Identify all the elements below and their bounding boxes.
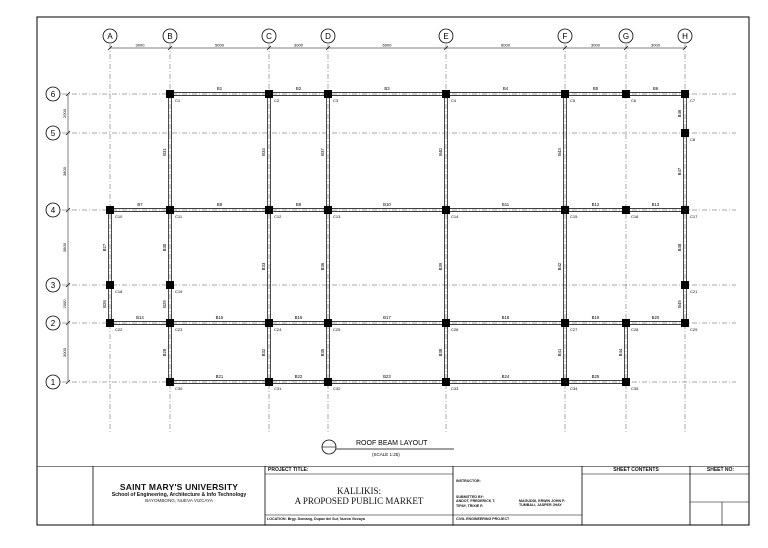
column-label: C24 — [274, 327, 282, 332]
beam-label: B19 — [591, 315, 600, 320]
column-marker — [561, 206, 569, 214]
drawing-title-text: ROOF BEAM LAYOUT — [356, 440, 428, 447]
beam-label: B41 — [557, 348, 562, 357]
column-label: C3 — [333, 98, 339, 103]
column-label: C21 — [690, 289, 698, 294]
beam-label: B32 — [261, 348, 266, 357]
column-marker — [622, 378, 630, 386]
grid-bubble-label: F — [562, 32, 568, 41]
beam-label: B24 — [501, 374, 510, 379]
column-C31 — [265, 378, 282, 391]
column-marker — [561, 378, 569, 386]
grid-bubble-label: G — [622, 32, 630, 41]
column-C33 — [442, 378, 459, 391]
column-label: C8 — [690, 137, 696, 142]
beam-label: B6 — [652, 86, 659, 91]
beam-label: B3 — [384, 86, 390, 91]
project-location: LOCATION: Brgy. Domang, Dupax del Sur, Nueva Vizcaya — [267, 517, 365, 521]
grid-bubble-2 — [46, 316, 60, 330]
beam-label: B10 — [383, 202, 391, 207]
column-marker — [166, 206, 174, 214]
sheet-contents-label: SHEET CONTENTS — [613, 467, 659, 473]
column-label: C30 — [175, 386, 183, 391]
column-label: C33 — [451, 386, 459, 391]
beam-label: B26 — [102, 300, 107, 308]
column-label: C6 — [631, 98, 637, 103]
beam-label: B37 — [320, 148, 325, 156]
grid-bubble-B — [163, 29, 177, 43]
dimension-label: 3000 — [135, 42, 145, 48]
column-label: C4 — [451, 98, 457, 103]
column-marker — [166, 90, 174, 98]
sheet-no-label: SHEET NO: — [706, 467, 735, 473]
column-label: C23 — [175, 327, 183, 332]
beam-label: B48 — [677, 243, 682, 252]
beam-label: B18 — [501, 315, 510, 320]
dimension-label: 3800 — [62, 243, 67, 252]
column-label: C16 — [631, 214, 639, 219]
beam-label: B13 — [651, 202, 660, 207]
column-marker — [324, 206, 332, 214]
beam-label: B17 — [383, 315, 391, 320]
column-marker — [265, 378, 273, 386]
column-label: C10 — [115, 214, 123, 219]
column-marker — [442, 319, 450, 327]
column-C32 — [324, 378, 341, 391]
grid-bubble-G — [619, 29, 633, 43]
column-label: C5 — [570, 98, 576, 103]
column-marker — [324, 319, 332, 327]
column-marker — [622, 206, 630, 214]
column-C16 — [622, 206, 639, 219]
beam-label: B43 — [557, 148, 562, 156]
column-marker — [442, 90, 450, 98]
beam-label: B38 — [438, 348, 443, 357]
column-C6 — [622, 90, 637, 103]
dimension-label: 3000 — [62, 348, 67, 357]
beam-label: B46 — [677, 109, 682, 118]
grid-bubble-5 — [46, 126, 60, 140]
beam-label: B34 — [261, 148, 266, 156]
column-label: C26 — [451, 327, 459, 332]
column-marker — [561, 319, 569, 327]
column-label: C29 — [690, 327, 698, 332]
column-marker — [561, 90, 569, 98]
university-name: SAINT MARY'S UNIVERSITY — [119, 482, 239, 492]
column-marker — [681, 90, 689, 98]
grid-bubble-A — [103, 29, 117, 43]
project-title-label: PROJECT TITLE: — [268, 467, 309, 473]
beam-label: B30 — [162, 243, 167, 252]
beam-label: B31 — [162, 148, 167, 156]
column-marker — [324, 90, 332, 98]
column-label: C14 — [451, 214, 459, 219]
beam-label: B28 — [162, 348, 167, 357]
university-location: BAYOMBONG, NUEVA VIZCAYA — [145, 498, 213, 503]
column-marker — [106, 281, 114, 289]
grid-bubble-label: E — [443, 32, 449, 41]
column-label: C17 — [690, 214, 698, 219]
column-marker — [681, 281, 689, 289]
submitted-name-3: MAGUDDI, ERWIN JOHN P. — [519, 499, 565, 503]
beam-label: B36 — [320, 262, 325, 271]
beam-label: B11 — [501, 202, 510, 207]
column-marker — [324, 378, 332, 386]
column-label: C28 — [631, 327, 639, 332]
dimension-label: 2000 — [62, 109, 67, 118]
beam-label: B33 — [261, 262, 266, 271]
grid-bubble-C — [262, 29, 276, 43]
dimension-label: 2000 — [62, 299, 67, 309]
beam-label: B25 — [591, 374, 600, 379]
beam-label: B39 — [438, 262, 443, 271]
column-label: C22 — [115, 327, 123, 332]
beam-label: B23 — [383, 374, 391, 379]
instructor-label: INSTRUCTOR: — [456, 479, 481, 483]
column-label: C34 — [570, 386, 578, 391]
column-C30 — [166, 378, 183, 391]
dimension-label: 3000 — [651, 42, 660, 48]
grid-bubble-3 — [46, 278, 60, 292]
grid-bubble-label: A — [107, 32, 113, 41]
grid-bubble-H — [678, 29, 692, 43]
column-label: C27 — [570, 327, 578, 332]
grid-bubble-F — [558, 29, 572, 43]
dimension-label: 6000 — [501, 42, 510, 48]
beam-label: B1 — [216, 86, 223, 91]
column-label: C25 — [333, 327, 341, 332]
column-C29 — [681, 319, 698, 332]
column-C35 — [622, 378, 639, 391]
dimension-label: 3000 — [591, 42, 600, 48]
grid-bubble-6 — [46, 87, 60, 101]
grid-bubble-label: B — [167, 32, 173, 41]
column-marker — [106, 319, 114, 327]
column-marker — [166, 319, 174, 327]
beam-label: B2 — [295, 86, 302, 91]
beam-label: B42 — [557, 262, 562, 271]
column-marker — [106, 206, 114, 214]
column-marker — [166, 378, 174, 386]
grid-bubble-label: H — [682, 32, 688, 41]
column-marker — [166, 281, 174, 289]
column-label: C19 — [175, 289, 183, 294]
beam-label: B49 — [677, 300, 682, 308]
grid-bubble-label: 6 — [50, 90, 56, 99]
beam-label: B15 — [215, 315, 224, 320]
column-marker — [622, 90, 630, 98]
beam-label: B4 — [502, 86, 509, 91]
project-name-line-1: KALLIKIS: — [337, 486, 381, 496]
beam-label: B9 — [295, 202, 302, 207]
column-marker — [681, 206, 689, 214]
column-label: C31 — [274, 386, 282, 391]
beam-label: B21 — [215, 374, 224, 379]
column-label: C32 — [333, 386, 341, 391]
beam-label: B20 — [651, 315, 660, 320]
grid-bubble-4 — [46, 203, 60, 217]
grid-bubble-D — [321, 29, 335, 43]
drawing-title — [322, 440, 454, 457]
beam-label: B8 — [216, 202, 223, 207]
column-label: C7 — [690, 98, 696, 103]
dimension-label: 3800 — [62, 167, 67, 176]
title-block — [37, 466, 749, 525]
beam-label: B27 — [102, 243, 107, 252]
beam-label: B35 — [320, 348, 325, 357]
submitted-by-label: SUBMITTED BY: — [456, 495, 484, 499]
column-label: C35 — [631, 386, 639, 391]
beam-label: B29 — [162, 300, 167, 308]
beam-label: B22 — [294, 374, 303, 379]
column-marker — [265, 90, 273, 98]
beam-label: B5 — [592, 86, 599, 91]
column-label: C15 — [570, 214, 578, 219]
column-label: C18 — [115, 289, 123, 294]
dimension-label: 5000 — [215, 42, 224, 48]
beam-label: B40 — [438, 148, 443, 156]
column-label: C13 — [333, 214, 341, 219]
beam-label: B7 — [137, 202, 143, 207]
grid-bubble-label: C — [266, 32, 272, 41]
column-marker — [622, 319, 630, 327]
column-C22 — [106, 319, 123, 332]
grid-bubble-label: 3 — [50, 281, 56, 290]
grid-bubble-label: 2 — [50, 319, 56, 328]
beam-label: B44 — [618, 348, 623, 357]
column-label: C2 — [274, 98, 280, 103]
project-name-line-2: A PROPOSED PUBLIC MARKET — [294, 496, 424, 506]
column-label: C11 — [175, 214, 183, 219]
beam-label: B12 — [591, 202, 600, 207]
submitted-name-2: TIPAY, TRIXIE P. — [456, 503, 484, 508]
grid-bubble-1 — [46, 375, 60, 389]
dimension-label: 3000 — [294, 42, 303, 48]
column-marker — [442, 206, 450, 214]
column-label: C1 — [175, 98, 181, 103]
drawing-scale-text: (SCALE 1:25) — [372, 452, 400, 457]
column-label: C12 — [274, 214, 282, 219]
column-C34 — [561, 378, 578, 391]
grid-bubble-label: D — [325, 32, 331, 41]
beam-label: B47 — [677, 167, 682, 176]
grid-bubble-label: 5 — [50, 129, 56, 138]
column-marker — [681, 319, 689, 327]
grid-bubble-label: 1 — [50, 378, 56, 387]
submitted-name-1: ANDOT, FREDERICK T. — [456, 499, 496, 504]
grid-bubble-label: 4 — [50, 206, 56, 215]
beam-label: B16 — [294, 315, 303, 320]
column-marker — [681, 129, 689, 137]
grid-bubble-E — [439, 29, 453, 43]
school-name: School of Engineering, Architecture & Info Technology — [111, 492, 247, 498]
beam-label: B14 — [136, 315, 144, 320]
column-marker — [265, 206, 273, 214]
course-label: CIVIL ENGINEERING PROJECT — [456, 517, 510, 521]
submitted-name-4: TUMBALI, JASPER JHAY — [519, 503, 562, 508]
column-marker — [442, 378, 450, 386]
dimension-label: 6000 — [382, 42, 392, 48]
column-marker — [265, 319, 273, 327]
